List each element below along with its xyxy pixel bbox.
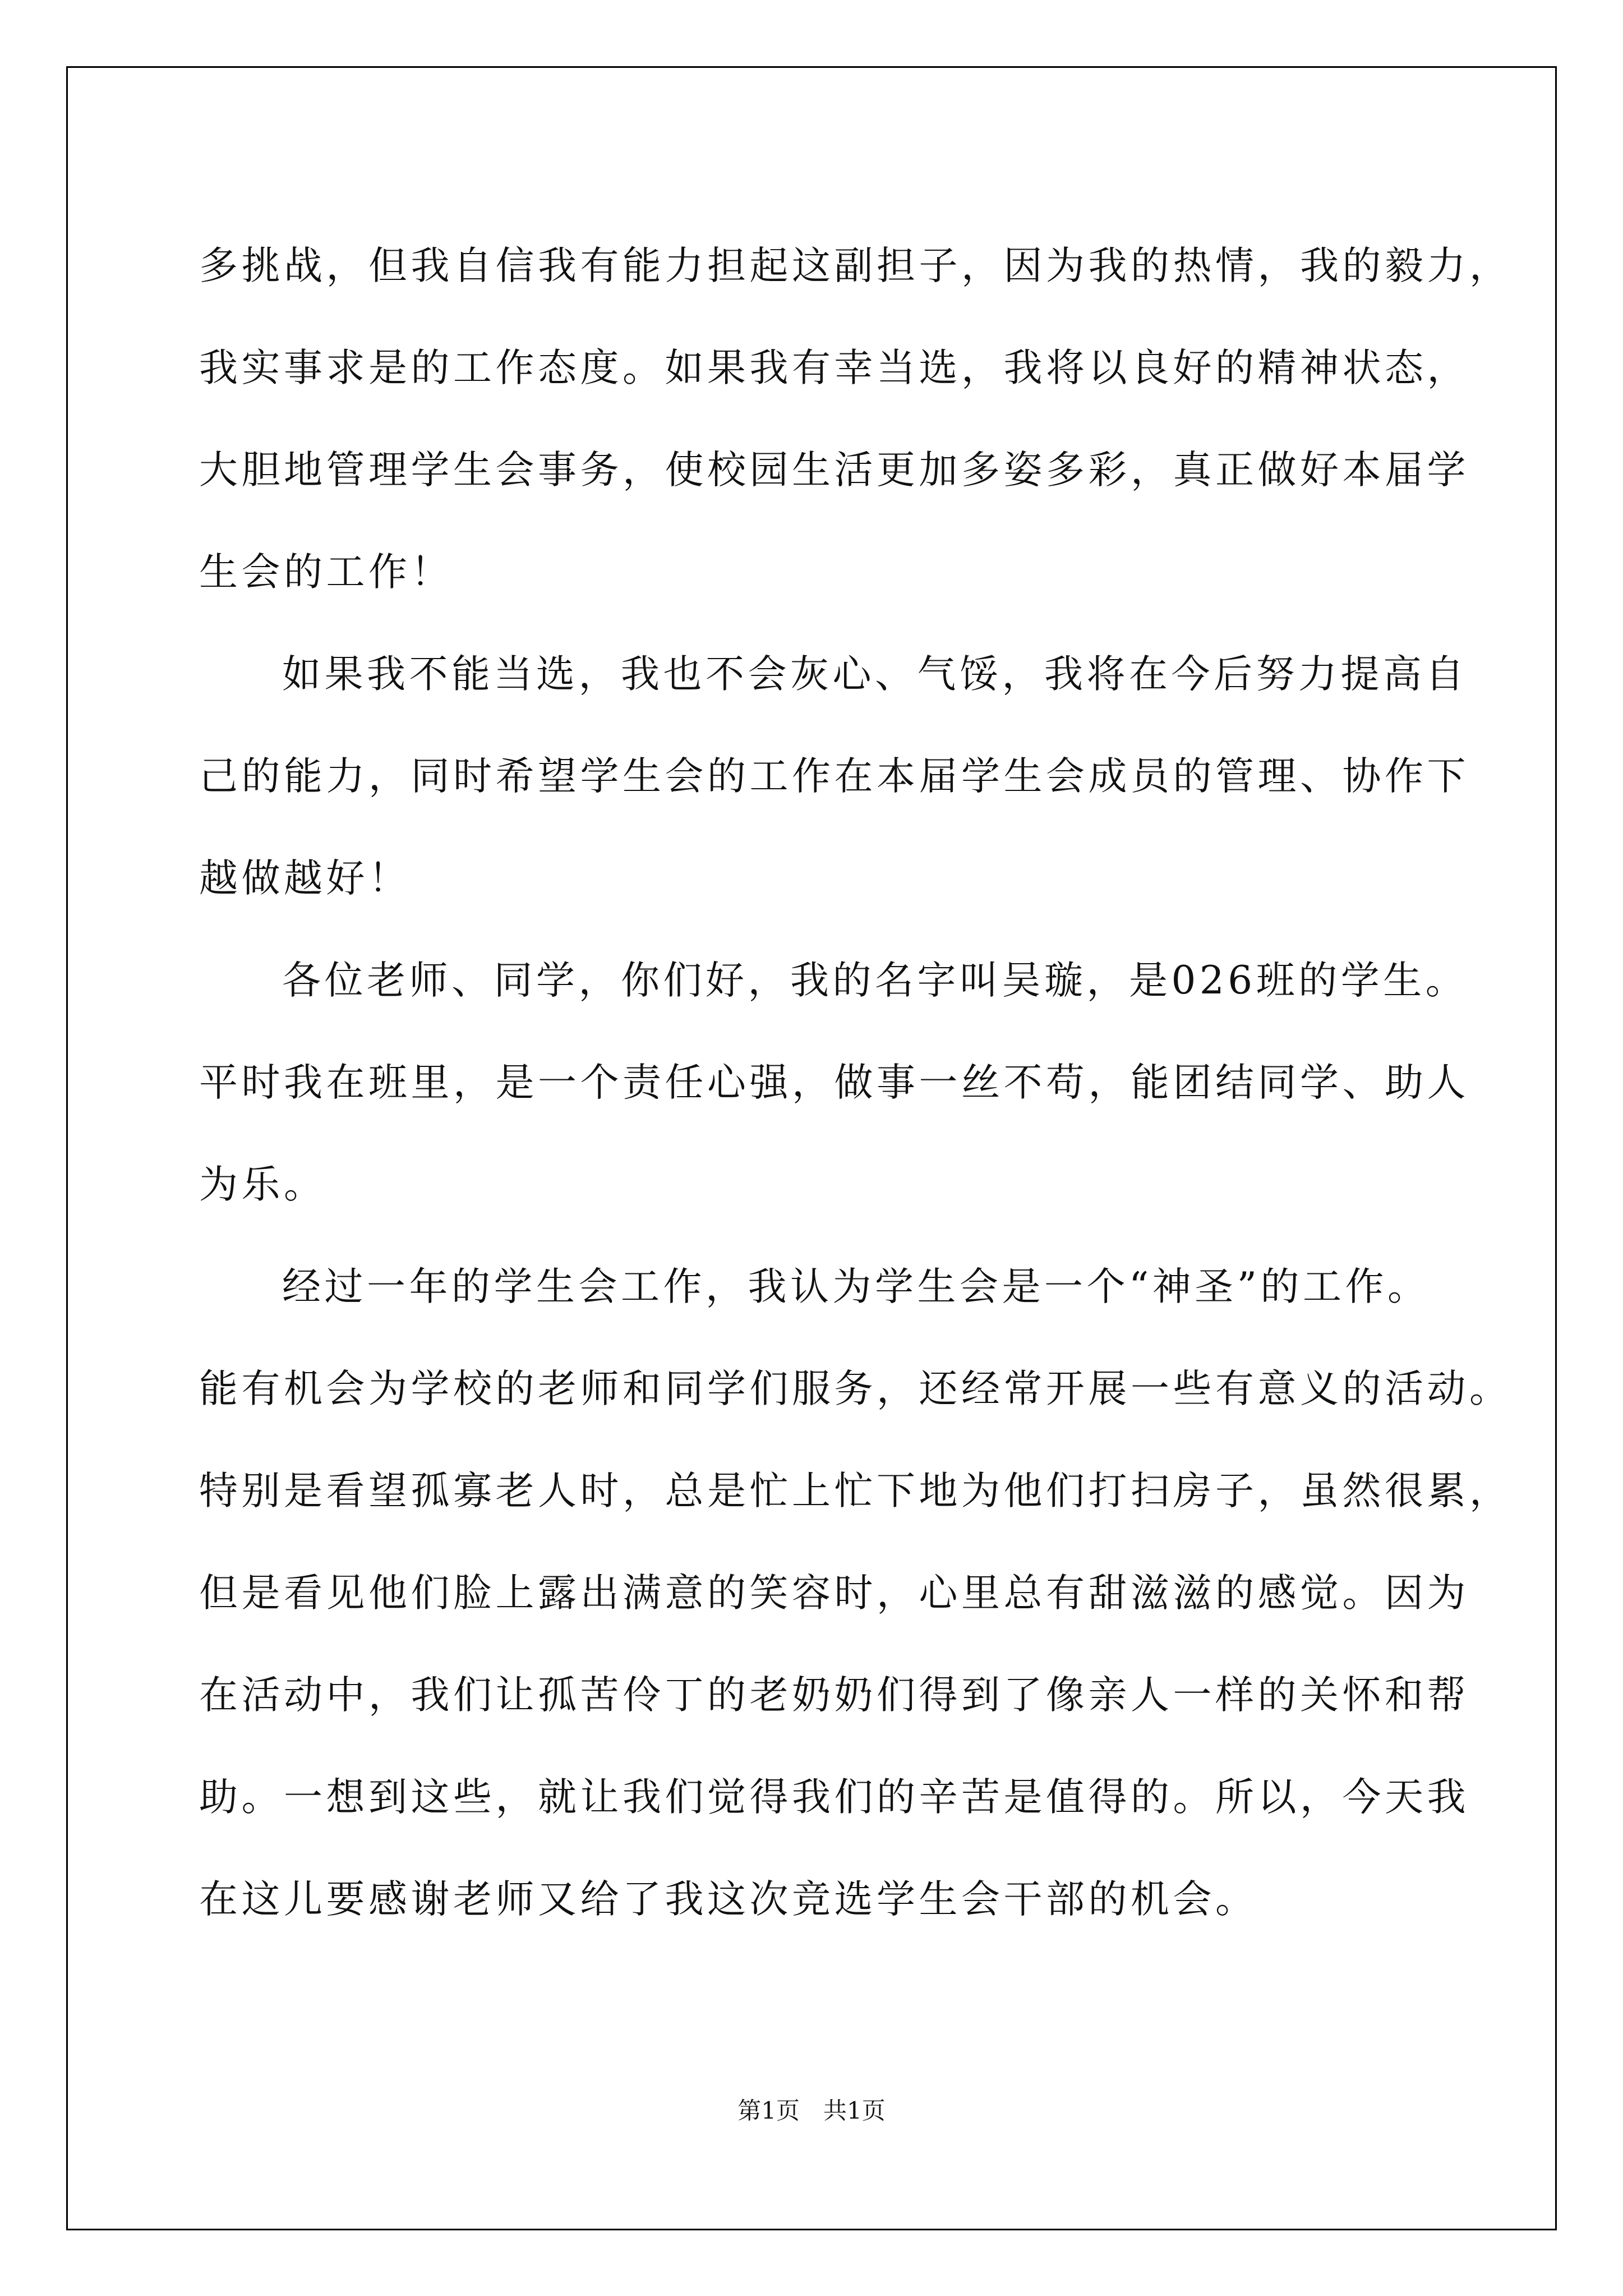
text-line: 在这儿要感谢老师又给了我这次竞选学生会干部的机会。 (199, 1877, 1258, 1922)
page-number: 第1页 (737, 2097, 800, 2124)
text-line: 多挑战，但我自信我有能力担起这副担子，因为我的热情，我的毅力， (199, 243, 1512, 288)
text-line: 为乐。 (199, 1162, 326, 1207)
text-line: 越做越好！ (199, 856, 411, 901)
text-line: 己的能力，同时希望学生会的工作在本届学生会成员的管理、协作下 (199, 754, 1469, 799)
text-line: 各位老师、同学，你们好，我的名字叫吴璇，是026班的学生。 (282, 958, 1468, 1003)
text-line: 经过一年的学生会工作，我认为学生会是一个“神圣”的工作。 (282, 1264, 1430, 1309)
text-line: 但是看见他们脸上露出满意的笑容时，心里总有甜滋滋的感觉。因为 (199, 1571, 1469, 1616)
text-line: 能有机会为学校的老师和同学们服务，还经常开展一些有意义的活动。 (199, 1366, 1512, 1411)
paragraph-4 (199, 1236, 1512, 1950)
paragraph-1 (199, 215, 1512, 623)
document-body (199, 215, 1512, 1950)
text-line: 如果我不能当选，我也不会灰心、气馁，我将在今后努力提高自 (282, 652, 1468, 697)
page-total: 共1页 (823, 2097, 886, 2124)
text-line: 我实事求是的工作态度。如果我有幸当选，我将以良好的精神状态， (199, 346, 1469, 390)
paragraph-2 (199, 623, 1469, 930)
text-line: 在活动中，我们让孤苦伶丁的老奶奶们得到了像亲人一样的关怀和帮 (199, 1673, 1469, 1718)
text-line: 平时我在班里，是一个责任心强，做事一丝不苟，能团结同学、助人 (199, 1060, 1469, 1105)
text-line: 助。一想到这些，就让我们觉得我们的辛苦是值得的。所以，今天我 (199, 1775, 1469, 1820)
text-line: 特别是看望孤寡老人时，总是忙上忙下地为他们打扫房子，虽然很累， (199, 1469, 1512, 1513)
text-line: 大胆地管理学生会事务，使校园生活更加多姿多彩，真正做好本届学 (199, 448, 1469, 493)
text-line: 生会的工作！ (199, 550, 453, 595)
paragraph-3 (199, 930, 1469, 1236)
page-footer (0, 2092, 1623, 2126)
